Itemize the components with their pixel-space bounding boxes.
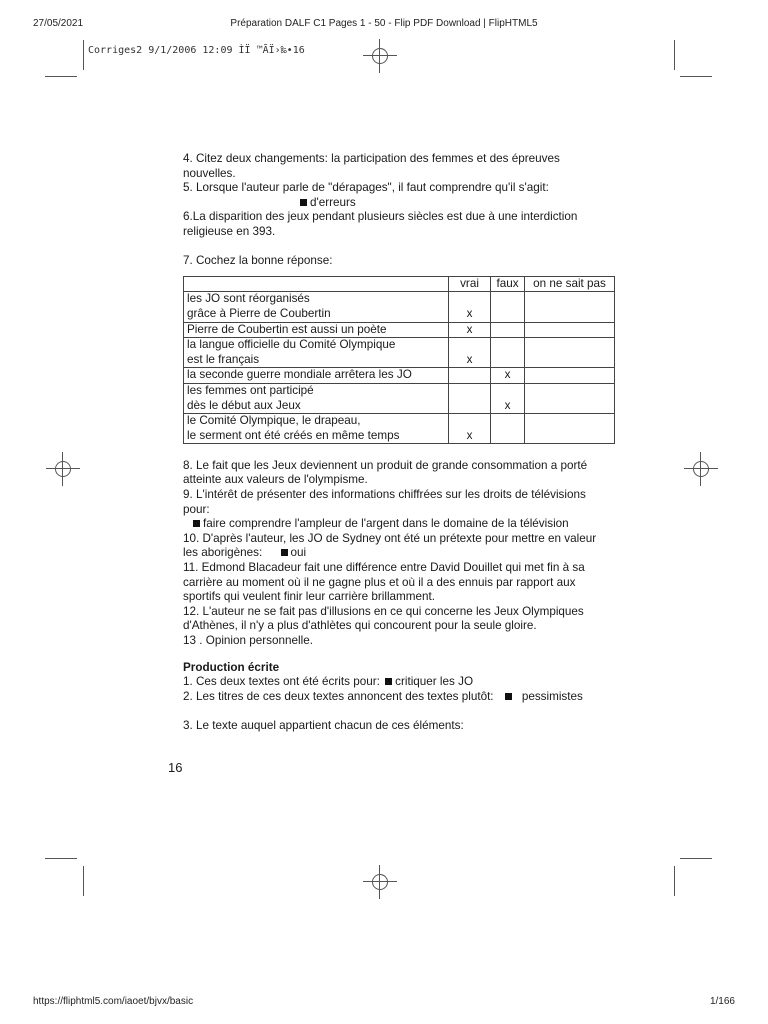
- question-7: 7. Cochez la bonne réponse:: [183, 254, 333, 268]
- question-4-line1: 4. Citez deux changements: la participation des femmes et des épreuves: [183, 152, 560, 165]
- question-10-answer-text: oui: [290, 546, 307, 560]
- question-6-line2: religieuse en 393.: [183, 224, 276, 238]
- print-slug: Corriges2 9/1/2006 12:09 ÌÏ ™ÃÏ›‰•16: [88, 45, 305, 56]
- table-row: [184, 322, 615, 338]
- table-row: [184, 368, 615, 384]
- table-cell-statement: la langue officielle du Comité Olympique est le français: [184, 338, 449, 368]
- table-cell-statement: le Comité Olympique, le drapeau, le serment ont été créés en même temps: [184, 414, 449, 444]
- question-11-line1: 11. Edmond Blacadeur fait une différence entre David Douillet qui met fin à sa: [183, 561, 585, 575]
- question-6: [183, 210, 615, 239]
- question-8: [183, 459, 615, 488]
- question-5-answer-text: d'erreurs: [310, 195, 356, 209]
- table-cell-faux: [491, 338, 525, 368]
- question-10: [183, 532, 615, 561]
- table-header-row: [184, 276, 615, 292]
- table-header-empty: [184, 276, 449, 292]
- table-cell-ne-sait-pas: [525, 322, 615, 338]
- question-10-line2: les aborigènes:: [183, 546, 263, 560]
- question-12-line1: 12. L'auteur ne se fait pas d'illusions en ce qui concerne les Jeux Olympiques: [183, 604, 584, 618]
- question-12-line2: d'Athènes, il n'y a plus d'athlètes qui concourent pour la seule gloire.: [183, 619, 537, 633]
- crop-mark: [674, 866, 675, 896]
- checkbox-filled-icon: [300, 199, 307, 206]
- section-title-production: Production écrite: [183, 660, 280, 674]
- production-question-2-text: 2. Les titres de ces deux textes annoncent des textes plutôt:: [183, 689, 494, 703]
- question-8-line1: 8. Le fait que les Jeux deviennent un produit de grande consommation a porté: [183, 458, 588, 472]
- question-4-line2: nouvelles.: [183, 166, 236, 180]
- crop-mark: [45, 76, 77, 77]
- table-cell-statement: les femmes ont participé dès le début aux Jeux: [184, 383, 449, 413]
- question-5-answer: [183, 196, 615, 211]
- question-9-line2: pour:: [183, 502, 210, 516]
- table-cell-faux: [491, 292, 525, 322]
- production-question-2: [183, 690, 615, 705]
- table-cell-ne-sait-pas: [525, 338, 615, 368]
- print-date: 27/05/2021: [33, 18, 84, 29]
- crop-mark: [680, 76, 712, 77]
- table-cell-vrai: [449, 383, 491, 413]
- table-cell-statement: les JO sont réorganisés grâce à Pierre de Coubertin: [184, 292, 449, 322]
- question-9-answer: [183, 517, 615, 532]
- answers-table: [183, 276, 615, 445]
- page-title: Préparation DALF C1 Pages 1 - 50 - Flip PDF Download | FlipHTML5: [230, 18, 538, 29]
- table-cell-vrai: x: [449, 292, 491, 322]
- table-cell-statement: la seconde guerre mondiale arrêtera les JO: [184, 368, 449, 384]
- question-11-line3: sportifs qui veulent finir leur carrière brillamment.: [183, 590, 436, 604]
- question-4: [183, 152, 615, 181]
- question-9: [183, 488, 615, 517]
- table-cell-vrai: x: [449, 414, 491, 444]
- print-page-count: 1/166: [709, 996, 735, 1007]
- checkbox-filled-icon: [281, 549, 288, 556]
- table-cell-faux: [491, 414, 525, 444]
- table-cell-ne-sait-pas: [525, 414, 615, 444]
- table-cell-ne-sait-pas: [525, 292, 615, 322]
- table-cell-ne-sait-pas: [525, 383, 615, 413]
- table-cell-faux: x: [491, 383, 525, 413]
- registration-mark-right: [690, 458, 712, 480]
- document-body: [183, 152, 615, 734]
- table-cell-faux: [491, 322, 525, 338]
- question-12: [183, 605, 615, 634]
- question-11-line2: carrière au moment où il ne gagne plus et où il a des ennuis par rapport aux: [183, 575, 576, 589]
- table-row: [184, 383, 615, 413]
- table-row: [184, 292, 615, 322]
- production-question-1-text: 1. Ces deux textes ont été écrits pour:: [183, 675, 380, 689]
- table-cell-statement: Pierre de Coubertin est aussi un poète: [184, 322, 449, 338]
- table-row: [184, 338, 615, 368]
- production-question-1-answer: critiquer les JO: [395, 675, 474, 689]
- production-question-3: 3. Le texte auquel appartient chacun de ces éléments:: [183, 718, 464, 732]
- question-9-line1: 9. L'intérêt de présenter des informations chiffrées sur les droits de télévisions: [183, 488, 586, 502]
- production-question-1: [183, 675, 615, 690]
- question-10-line1: 10. D'après l'auteur, les JO de Sydney ont été un prétexte pour mettre en valeur: [183, 531, 597, 545]
- registration-mark-bottom: [369, 871, 391, 893]
- table-cell-vrai: x: [449, 322, 491, 338]
- crop-mark: [680, 858, 712, 859]
- table-header-vrai: vrai: [449, 276, 491, 292]
- registration-mark-top: [369, 45, 391, 67]
- question-5: 5. Lorsque l'auteur parle de "dérapages", il faut comprendre qu'il s'agit:: [183, 181, 549, 195]
- checkbox-filled-icon: [193, 520, 200, 527]
- table-cell-faux: x: [491, 368, 525, 384]
- question-6-line1: 6.La disparition des jeux pendant plusieurs siècles est due à une interdiction: [183, 210, 578, 224]
- table-header-ne-sait-pas: on ne sait pas: [525, 276, 615, 292]
- table-row: [184, 414, 615, 444]
- question-13: 13 . Opinion personnelle.: [183, 634, 313, 647]
- crop-mark: [674, 40, 675, 70]
- print-url: https://fliphtml5.com/iaoet/bjvx/basic: [33, 996, 194, 1007]
- production-question-2-answer: pessimistes: [521, 689, 583, 703]
- question-9-answer-text: faire comprendre l'ampleur de l'argent dans le domaine de la télévision: [203, 517, 569, 531]
- table-cell-vrai: x: [449, 338, 491, 368]
- table-cell-ne-sait-pas: [525, 368, 615, 384]
- question-11: [183, 561, 615, 605]
- checkbox-filled-icon: [505, 693, 512, 700]
- table-header-faux: faux: [491, 276, 525, 292]
- checkbox-filled-icon: [385, 678, 392, 685]
- registration-mark-left: [52, 458, 74, 480]
- crop-mark: [83, 40, 84, 70]
- table-cell-vrai: [449, 368, 491, 384]
- page-number: 16: [168, 760, 183, 775]
- crop-mark: [83, 866, 84, 896]
- crop-mark: [45, 858, 77, 859]
- question-8-line2: atteinte aux valeurs de l'olympisme.: [183, 473, 368, 487]
